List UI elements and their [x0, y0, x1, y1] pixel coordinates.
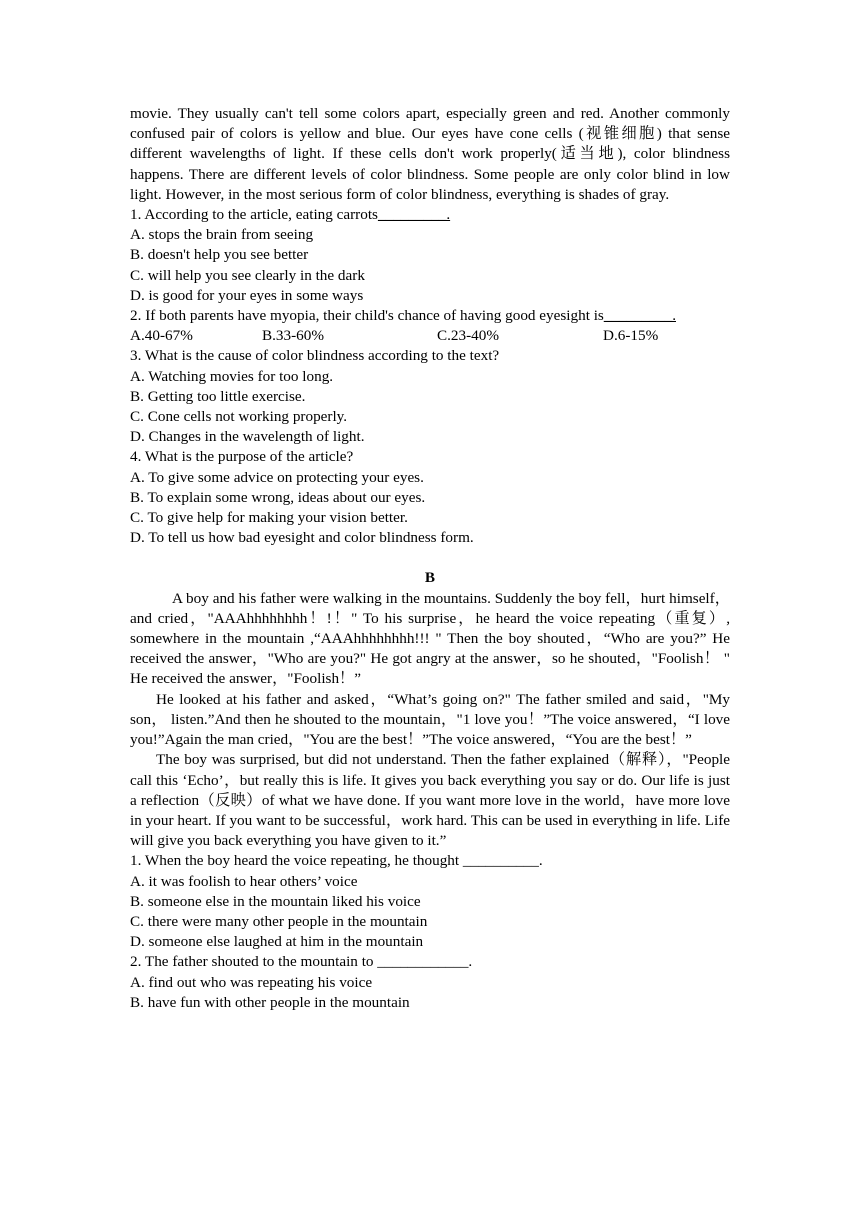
option-b: B. someone else in the mountain liked his voice: [130, 892, 421, 910]
question-a3: [130, 346, 730, 447]
option-b: B. doesn't help you see better: [130, 246, 309, 264]
question-stem: 4. What is the purpose of the article?: [130, 448, 354, 466]
option-a: A. To give some advice on protecting your eyes.: [130, 468, 424, 486]
option-d: D. Changes in the wavelength of light.: [130, 428, 365, 446]
option-row: [130, 326, 730, 346]
question-stem: 3. What is the cause of color blindness according to the text?: [130, 347, 500, 365]
option-d: D. someone else laughed at him in the mountain: [130, 933, 424, 951]
question-b1: [130, 851, 730, 952]
question-stem: 2. If both parents have myopia, their child's chance of having good eyesight is_________.: [130, 307, 676, 325]
section-b-paragraph-1: A boy and his father were walking in the mountains. Suddenly the boy fell，hurt himself，and cried，"AAAhhhhhhhh！!！" To his surprise，he heard the voice repeating（重复）, somewhere in the mountain ,“AAAhhhhhhhh!!! " Then the boy shouted，“Who are you?” He received the answer，"Who are you?" He got angry at the answer，so he shouted，"Foolish！ " He received the answer，"Foolish！”: [130, 589, 730, 688]
option-b: B. have fun with other people in the mountain: [130, 993, 410, 1011]
question-a1: [130, 205, 730, 306]
option-b: B. Getting too little exercise.: [130, 387, 306, 405]
option-d: D.6-15%: [603, 327, 659, 345]
option-a: A. it was foolish to hear others’ voice: [130, 872, 358, 890]
option-c: C. will help you see clearly in the dark: [130, 266, 365, 284]
question-a4: [130, 447, 730, 548]
option-a: A. stops the brain from seeing: [130, 226, 314, 244]
passage-a-text: movie. They usually can't tell some colors apart, especially green and red. Another commonly confused pair of colors is yellow and blue. Our eyes have cone cells (视锥细胞) that sense different wavelengths of light. If these cells don't work properly(适当地), color blindness happens. There are different levels of color blindness. Some people are only color blind in low light. However, in the most serious form of color blindness, everything is shades of gray.: [130, 105, 730, 203]
question-b2: [130, 952, 730, 1013]
option-c: C.23-40%: [437, 327, 500, 345]
option-a: A. Watching movies for too long.: [130, 367, 334, 385]
document-page: [130, 104, 730, 1013]
question-a2: [130, 306, 730, 346]
option-d: D. To tell us how bad eyesight and color blindness form.: [130, 529, 474, 547]
section-b-paragraph-2: He looked at his father and asked，“What’s going on?" The father smiled and said，"My son， listen.”And then he shouted to the mountain，"1 love you！”The voice answered，“I love you!”Again the man cried，"You are the best！”The voice answered，“You are the best！”: [130, 690, 730, 749]
option-d: D. is good for your eyes in some ways: [130, 286, 364, 304]
option-c: C. To give help for making your vision better.: [130, 509, 408, 527]
question-stem: 1. When the boy heard the voice repeating, he thought __________.: [130, 852, 543, 870]
section-b-paragraph-3: The boy was surprised, but did not understand. Then the father explained（解释），"People call this ‘Echo’，but really this is life. It gives you back everything you say or do. Our life is just a reflection（反映）of what we have done. If you want more love in the world，have more love in your heart. If you want to be successful，work hard. This can be used in everything in life. Life will give you back everything you have given to it.”: [130, 751, 730, 850]
option-c: C. Cone cells not working properly.: [130, 408, 348, 426]
question-stem: 1. According to the article, eating carrots_________.: [130, 206, 451, 224]
option-a: A. find out who was repeating his voice: [130, 973, 373, 991]
option-c: C. there were many other people in the mountain: [130, 912, 428, 930]
option-b: B. To explain some wrong, ideas about our eyes.: [130, 488, 426, 506]
section-b-heading: B: [424, 569, 436, 587]
option-b: B.33-60%: [262, 327, 325, 345]
option-a: A.40-67%: [130, 327, 193, 345]
question-stem: 2. The father shouted to the mountain to ____________.: [130, 953, 473, 971]
